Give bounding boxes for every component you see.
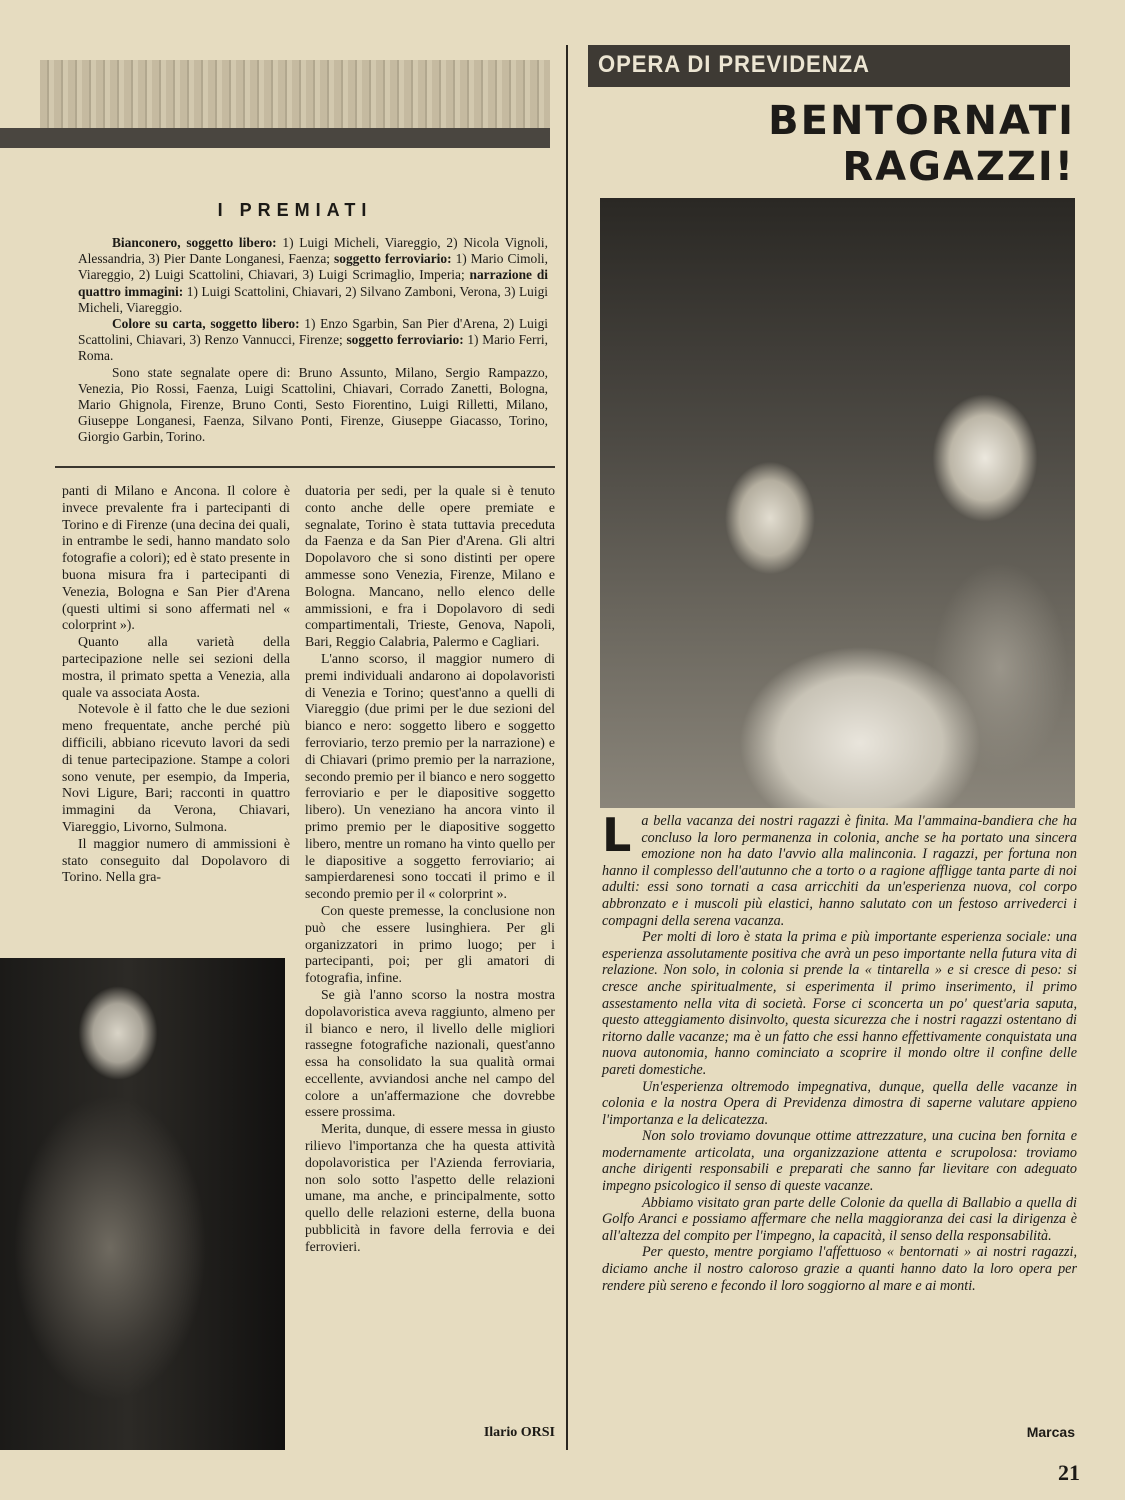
premiati-title: I PREMIATI bbox=[217, 200, 373, 220]
headline bbox=[600, 98, 1075, 190]
article-paragraph: Per molti di loro è stata la prima e più importante esperienza sociale: una esperienza assolutamente positiva che avrà un peso importante nella futura vita di relazione. Non solo, in colonia si prende la « tintarella » e si cresce di peso: si cresce anche spiritualmente, si esperimenta il primo inserimento, il primo assestamento nella vita di società. Forse ci sconcerta un po' quest'aria saputa, questo atteggiamento disinvolto, questa sicurezza che i nostri ragazzi ostentano di ritorno dalle vacanze; ma è un fatto che essi hanno effettivamente conquistata una nuova autonomia, hanno cominciato a scoprire il mondo oltre il confine delle pareti domestiche. bbox=[602, 929, 1077, 1078]
article-paragraph: Un'esperienza oltremodo impegnativa, dunque, quella delle vacanze in colonia e la nostra Opera di Previdenza dimostra di saperne valutare appieno l'importanza e la delicatezza. bbox=[602, 1078, 1077, 1128]
page-number: 21 bbox=[1058, 1460, 1080, 1485]
article-paragraph: Non solo troviamo dovunque ottime attrezzature, una cucina ben fornita e modernamente articolata, una organizzazione attenta e scrupolosa: troviamo anche dirigenti responsabili e preparati che sanno far lievitare con adeguato impegno psicologico il senso di queste vacanze. bbox=[602, 1128, 1077, 1195]
column-paragraph: Merita, dunque, di essere messa in giusto rilievo l'importanza che ha questa attività dopolavoristica per l'Azienda ferroviaria, non solo sotto l'aspetto delle relazioni umane, ma anche, e principalmente, sotto quello delle relazioni esterne, della buona pubblicità in favore della ferrovia e dei ferrovieri. bbox=[305, 1121, 555, 1254]
article-paragraph: Per questo, mentre porgiamo l'affettuoso « bentornati » ai nostri ragazzi, diciamo anche il nostro caloroso grazie a quanti hanno dato la loro opera per rendere più sereno e fecondo il loro soggiorno al mare e ai monti. bbox=[602, 1244, 1077, 1294]
drop-cap: L bbox=[602, 808, 632, 862]
section-label: OPERA DI PREVIDENZA bbox=[598, 51, 870, 78]
headline-line-2: RAGAZZI! bbox=[842, 144, 1075, 190]
column-paragraph: Quanto alla varietà della partecipazione nelle sei sezioni della mostra, il primato spetta a Venezia, alla quale va associata Aosta. bbox=[62, 634, 290, 700]
boy-photo bbox=[0, 958, 285, 1450]
column-paragraph: Il maggior numero di ammissioni è stato conseguito dal Dopolavoro di Torino. Nella gra- bbox=[62, 835, 290, 885]
premiati-category: soggetto ferroviario: bbox=[346, 332, 464, 348]
column-paragraph: L'anno scorso, il maggior numero di premi individuali andarono ai dopolavoristi di Venezia e Torino; quest'anno a quelli di Viareggio (due primi per le due sezioni del bianco e nero: soggetto libero e soggetto ferroviario, terzo premio per la narrazione) e di Chiavari (primo premio per la narrazione, secondo premio per il bianco e nero soggetto ferroviario e per le diapositive soggetto libero). Un veneziano ha ancora vinto il primo premio per le diapositive soggetto libero, mentre un romano ha vinto quello per le diapositive a soggetto ferroviario; ai sampierdarenesi sono toccati il primo e il secondo premio per il « colorprint ». bbox=[305, 650, 555, 902]
premiati-category: Colore su carta, soggetto libero: bbox=[112, 316, 300, 332]
left-dark-band bbox=[0, 128, 550, 148]
column-divider bbox=[566, 45, 568, 1450]
premiati-paragraph bbox=[78, 365, 548, 446]
left-header-band bbox=[40, 60, 550, 130]
column-paragraph: panti di Milano e Ancona. Il colore è invece prevalente fra i partecipanti di Torino e di Firenze (una decina dei quali, in entrambe le sedi, hanno mandato solo fotografie a colori); ed è stato presente in buona misura fra i partecipanti di Venezia, Bologna e San Pier d'Arena (questi ultimi si sono affermati nel « colorprint »). bbox=[62, 483, 290, 633]
children-dining-photo bbox=[600, 198, 1075, 808]
premiati-category: Bianconero, soggetto libero: bbox=[112, 235, 277, 250]
column-paragraph: Con queste premesse, la conclusione non può che essere lusinghiera. Per gli organizzatori in primo luogo; per i partecipanti, poi; per gli amatori di fotografia, infine. bbox=[305, 902, 555, 986]
article-signature: Marcas bbox=[1026, 1424, 1075, 1440]
column-paragraph: Notevole è il fatto che le due sezioni meno frequentate, anche perché più difficili, abbiano ricevuto lavori da sedi di tenue partecipazione. Stampe a colori sono venute, per esempio, da Imperia, Novi Ligure, Bari; racconti in quattro immagini da Verona, Chiavari, Viareggio, Livorno, Sulmona. bbox=[62, 701, 290, 834]
premiati-winners: 1) Enzo Sgarbin, San Pier d'Arena, 2) Luigi Scattolini, Chiavari, 3) Renzo Vannucci, Firenze; bbox=[78, 316, 548, 348]
premiati-winners: 1) Mario Cimoli, Viareggio, 2) Luigi Scattolini, Chiavari, 3) Luigi Scrimaglio, Imperia; bbox=[78, 251, 548, 283]
premiati-winners: Sono state segnalate opere di: Bruno Assunto, Milano, Sergio Rampazzo, Venezia, Pio Rossi, Faenza, Luigi Scattolini, Chiavari, Corrado Zanetti, Bologna, Mario Ghignola, Firenze, Bruno Conti, Sesto Fiorentino, Luigi Rilletti, Milano, Giuseppe Longanesi, Faenza, Silvano Ponti, Firenze, Giuseppe Giacasso, Torino, Giorgio Garbin, Torino. bbox=[78, 364, 548, 445]
headline-line-1: BENTORNATI bbox=[768, 98, 1075, 144]
premiati-category: narrazione di quattro immagini: bbox=[78, 267, 548, 299]
column-paragraph: duatoria per sedi, per la quale si è tenuto conto anche delle opere premiate e segnalate, Torino è stata tuttavia preceduta da Faenza e da San Pier d'Arena. Gli altri Dopolavoro che si sono distinti per opere ammesse sono Venezia, Firenze, Milano e Bologna. Mancano, nello elenco delle ammissioni, e fra i Dopolavoro di sedi compartimentali, Trieste, Genova, Napoli, Bari, Reggio Calabria, Palermo e Cagliari. bbox=[305, 483, 555, 650]
article-column-1 bbox=[62, 483, 290, 886]
premiati-category: soggetto ferroviario: bbox=[334, 251, 452, 267]
article-column-2 bbox=[305, 483, 555, 1256]
premiati-list bbox=[78, 235, 548, 446]
article-paragraph: Abbiamo visitato gran parte delle Colonie da quella di Ballabio a quella di Golfo Aranci e possiamo affermare che nella maggioranza dei casi la dirigenza è all'altezza del compito per l'impegno, la capacità, il senso della responsabilità. bbox=[602, 1194, 1077, 1244]
author-signature: Ilario ORSI bbox=[483, 1425, 555, 1440]
bentornati-article bbox=[602, 808, 1077, 1294]
premiati-winners: 1) Luigi Micheli, Viareggio, 2) Nicola Vignoli, Alessandria, 3) Pier Dante Longanesi, Faenza; bbox=[78, 235, 548, 267]
first-paragraph-text: a bella vacanza dei nostri ragazzi è finita. Ma l'ammaina-bandiera che ha concluso la loro permanenza in colonia, anche se ha portato una sincera emozione non ha dato l'avvio alla malinconia. I ragazzi, per fortuna non hanno il complesso dell'autunno che a torto o a ragione affligge tanta parte di noi adulti: essi sono tornati a casa arricchiti da un'esperienza nuova, col corpo abbronzato e i muscoli più elastici, hanno salutato con un festoso arrivederci i compagni della serena vacanza. bbox=[602, 813, 1077, 929]
premiati-paragraph bbox=[78, 235, 548, 316]
article-first-paragraph bbox=[602, 808, 1077, 929]
premiati-winners: 1) Luigi Scattolini, Chiavari, 2) Silvano Zamboni, Verona, 3) Luigi Micheli, Viareggio. bbox=[78, 283, 548, 315]
premiati-rule bbox=[55, 466, 555, 468]
column-paragraph: Se già l'anno scorso la nostra mostra dopolavoristica aveva raggiunto, almeno per il bianco e nero, il livello delle migliori rassegne fotografiche nazionali, quest'anno essa ha consolidato la sua qualità ormai eccellente, avviandosi anche nel campo del colore a un'affermazione che dovrebbe essere prossima. bbox=[305, 986, 555, 1120]
premiati-winners: 1) Mario Ferri, Roma. bbox=[78, 332, 548, 364]
section-header bbox=[588, 45, 1070, 87]
premiati-paragraph bbox=[78, 316, 548, 365]
